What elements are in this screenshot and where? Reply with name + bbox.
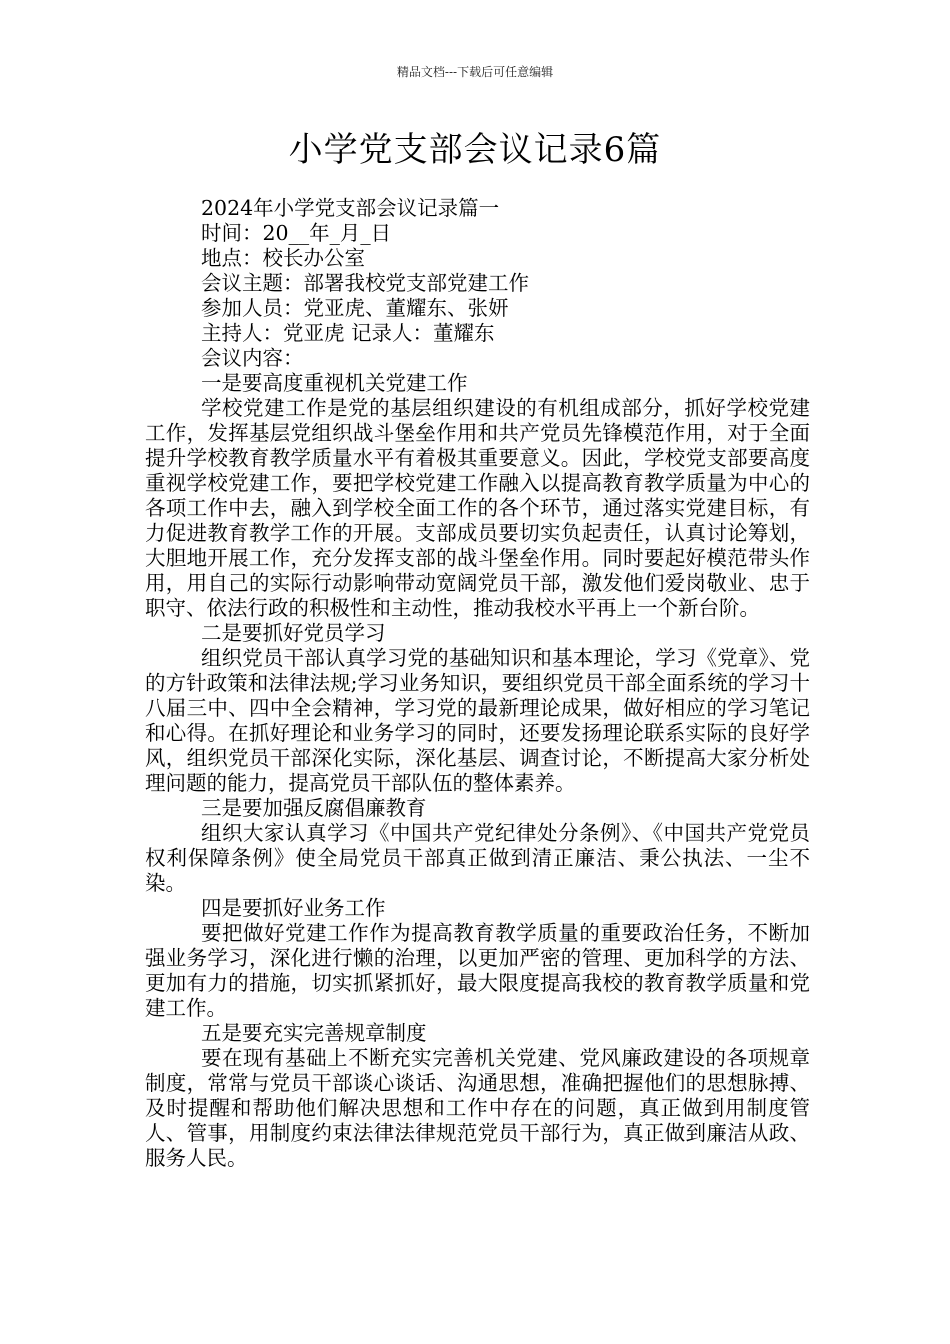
section-paragraph: 组织大家认真学习《中国共产党纪律处分条例》、《中国共产党党员权利保障条例》使全局党员干部真正做到清正廉洁、秉公执法、一尘不染。 (145, 821, 810, 895)
document-title: 小学党支部会议记录6篇 (288, 130, 662, 170)
meeting-time: 时间：20__年_月_日 (201, 221, 392, 245)
meeting-host-recorder: 主持人：党亚虎 记录人：董耀东 (201, 321, 495, 345)
meeting-attendees: 参加人员：党亚虎、董耀东、张妍 (201, 296, 509, 320)
section-paragraph: 要把做好党建工作作为提高教育教学质量的重要政治任务，不断加强业务学习，深化进行懒的治理，以更加严密的管理、更加科学的方法、更加有力的措施，切实抓紧抓好，最大限度提高我校的教育教学质量和党建工作。 (145, 921, 810, 1020)
section-paragraph: 学校党建工作是党的基层组织建设的有机组成部分，抓好学校党建工作，发挥基层党组织战斗堡垒作用和共产党员先锋模范作用，对于全面提升学校教育教学质量水平有着极其重要意义。因此，学校党支部要高度重视学校党建工作，要把学校党建工作融入以提高教育教学质量为中心的各项工作中去，融入到学校全面工作的各个环节，通过落实党建目标，有力促进教育教学工作的开展。支部成员要切实负起责任，认真讨论筹划，大胆地开展工作，充分发挥支部的战斗堡垒作用。同时要起好模范带头作用，用自己的实际行动影响带动宽阔党员干部，激发他们爱岗敬业、忠于职守、依法行政的积极性和主动性，推动我校水平再上一个新台阶。 (145, 396, 810, 620)
watermark-text: 精品文档---下载后可任意编辑 (396, 65, 554, 79)
meeting-content-label: 会议内容： (201, 346, 304, 370)
section-heading: 一是要高度重视机关党建工作 (201, 371, 468, 395)
section-heading: 四是要抓好业务工作 (201, 896, 386, 920)
document-body (145, 196, 810, 1171)
meeting-subtitle: 2024年小学党支部会议记录篇一 (201, 196, 500, 220)
meeting-place: 地点：校长办公室 (201, 246, 365, 270)
section-heading: 二是要抓好党员学习 (201, 621, 386, 645)
section-heading: 三是要加强反腐倡廉教育 (201, 796, 427, 820)
section-heading: 五是要充实完善规章制度 (201, 1021, 427, 1045)
section-paragraph: 组织党员干部认真学习党的基础知识和基本理论，学习《党章》、党的方针政策和法律法规;学习业务知识，要组织党员干部全面系统的学习十八届三中、四中全会精神，学习党的最新理论成果，做好相应的学习笔记和心得。在抓好理论和业务学习的同时，还要发扬理论联系实际的良好学风，组织党员干部深化实际，深化基层、调查讨论，不断提高大家分析处理问题的能力，提高党员干部队伍的整体素养。 (145, 646, 810, 795)
section-paragraph: 要在现有基础上不断充实完善机关党建、党风廉政建设的各项规章制度，常常与党员干部谈心谈话、沟通思想，准确把握他们的思想脉搏、及时提醒和帮助他们解决思想和工作中存在的问题，真正做到用制度管人、管事，用制度约束法律法律规范党员干部行为，真正做到廉洁从政、服务人民。 (145, 1046, 810, 1170)
meeting-topic: 会议主题：部署我校党支部党建工作 (201, 271, 529, 295)
